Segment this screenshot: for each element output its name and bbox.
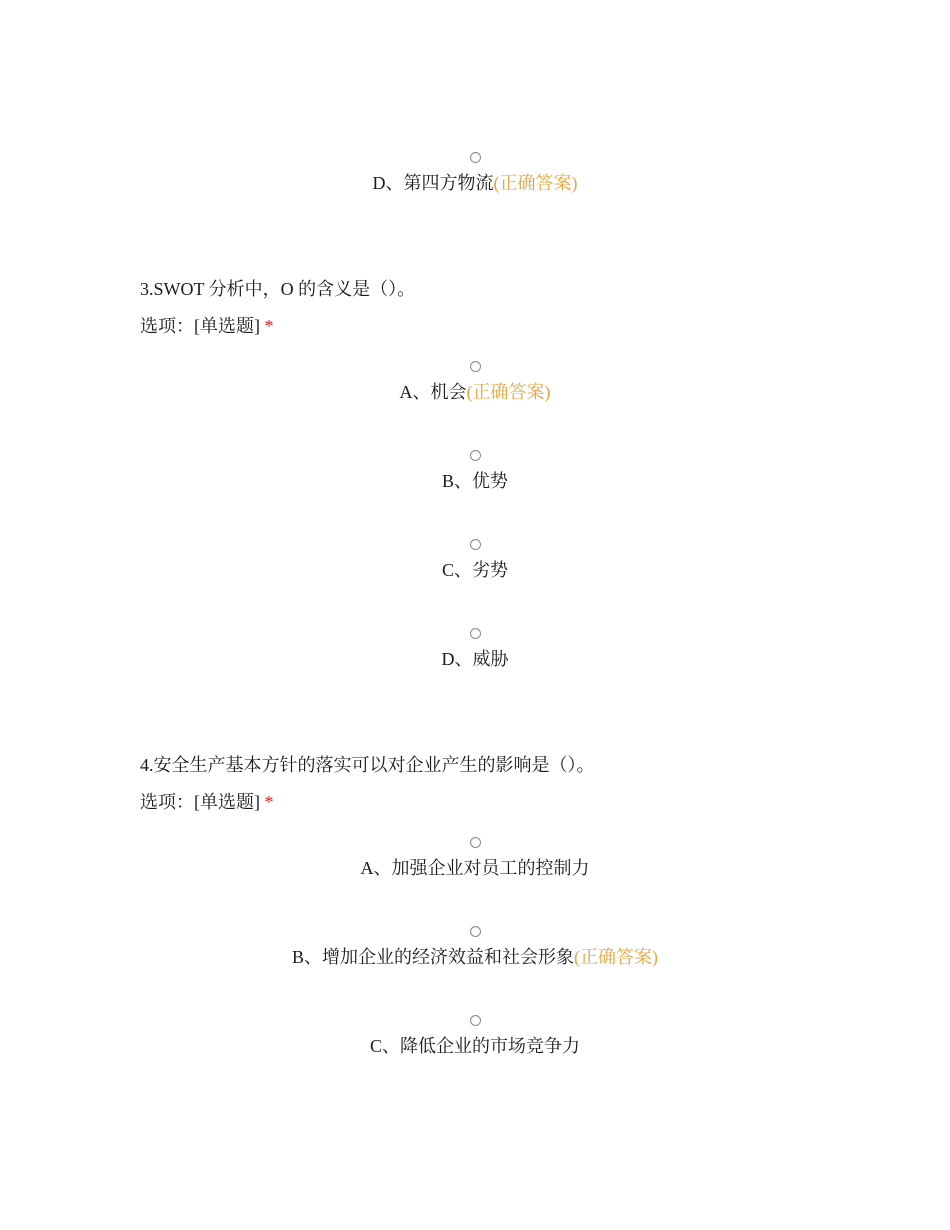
radio-button[interactable] [470, 1015, 481, 1026]
q4-option-c[interactable] [0, 1015, 950, 1057]
option-label: D、第四方物流(正确答案) [372, 173, 578, 193]
q3-option-c[interactable] [0, 539, 950, 581]
required-mark: * [264, 792, 274, 812]
correct-answer-tag: (正确答案) [466, 382, 551, 402]
option-label: B、优势 [441, 471, 508, 491]
option-label: A、机会(正确答案) [399, 382, 551, 402]
option-label: A、加强企业对员工的控制力 [360, 858, 590, 878]
radio-button[interactable] [470, 628, 481, 639]
radio-button[interactable] [470, 450, 481, 461]
q2-option-d[interactable] [0, 152, 950, 194]
option-label: C、劣势 [441, 560, 508, 580]
radio-button[interactable] [470, 361, 481, 372]
question-4-type-label: 选项：[单选题] * [140, 792, 274, 812]
radio-button[interactable] [470, 926, 481, 937]
radio-button[interactable] [470, 837, 481, 848]
q4-option-a[interactable] [0, 837, 950, 879]
option-label: C、降低企业的市场竞争力 [369, 1036, 580, 1056]
q4-option-b[interactable] [0, 926, 950, 968]
option-label: D、威胁 [441, 649, 509, 669]
correct-answer-tag: (正确答案) [493, 173, 578, 193]
q3-option-b[interactable] [0, 450, 950, 492]
q3-option-a[interactable] [0, 361, 950, 403]
correct-answer-tag: (正确答案) [574, 947, 658, 967]
radio-button[interactable] [470, 539, 481, 550]
q3-option-d[interactable] [0, 628, 950, 670]
radio-button[interactable] [470, 152, 481, 163]
question-3-type-label: 选项：[单选题] * [140, 316, 274, 336]
option-label: B、增加企业的经济效益和社会形象(正确答案) [291, 947, 658, 967]
question-3-title: 3.SWOT 分析中，O 的含义是（）。 [140, 279, 416, 299]
question-4-title: 4.安全生产基本方针的落实可以对企业产生的影响是（）。 [140, 755, 595, 775]
required-mark: * [264, 316, 274, 336]
